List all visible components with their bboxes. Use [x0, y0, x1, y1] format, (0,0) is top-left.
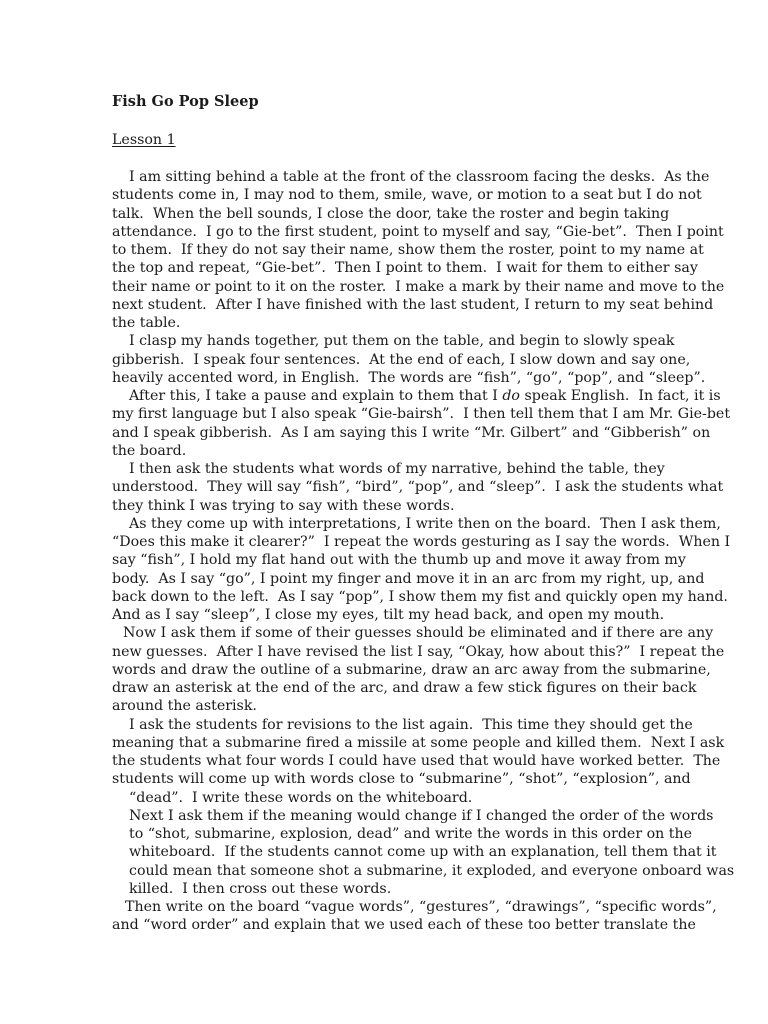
text-line: around the asterisk. [112, 698, 257, 715]
text-line: Next I ask them if the meaning would change if I changed the order of the words [129, 807, 714, 824]
text-line-segment: speak English. In fact, it is [519, 388, 721, 404]
text-line: Then write on the board “vague words”, “gestures”, “drawings”, “specific words”, [125, 899, 717, 915]
document-body [112, 92, 735, 935]
text-line: gibberish. I speak four sentences. At the end of each, I slow down and say one, [112, 351, 691, 368]
text-line: I clasp my hands together, put them on the table, and begin to slowly speak [129, 333, 675, 350]
text-line: new guesses. After I have revised the list I say, “Okay, how about this?” I repeat the [112, 643, 725, 660]
text-line: next student. After I have finished with the last student, I return to my seat behind [112, 296, 714, 313]
text-line: their name or point to it on the roster. I make a mark by their name and move to the [112, 278, 725, 295]
text-line: say “fish”, I hold my flat hand out with the thumb up and move it away from my [112, 552, 686, 569]
text-line: they think I was trying to say with these words. [112, 497, 455, 514]
text-line: the students what four words I could have used that would have worked better. The [112, 753, 721, 769]
text-line: meaning that a submarine fired a missile at some people and killed them. Next I ask [112, 734, 725, 751]
text-line: back down to the left. As I say “pop”, I show them my fist and quickly open my hand. [112, 588, 728, 605]
text-line: heavily accented word, in English. The words are “fish”, “go”, “pop”, and “sleep”. [112, 369, 706, 386]
text-line: I then ask the students what words of my narrative, behind the table, they [129, 461, 665, 477]
text-line: the board. [112, 442, 187, 459]
text-line: students will come up with words close to “submarine”, “shot”, “explosion”, and [112, 771, 691, 788]
text-line: to them. If they do not say their name, show them the roster, point to my name at [112, 242, 704, 258]
text-line: my first language but I also speak “Gie-bairsh”. I then tell them that I am Mr. Gie-bet [112, 406, 731, 423]
text-line: the table. [112, 315, 181, 331]
text-line: As they come up with interpretations, I write then on the board. Then I ask them, [129, 515, 721, 532]
text-line: words and draw the outline of a submarine, draw an arc away from the submarine, [112, 661, 711, 678]
text-line: killed. I then cross out these words. [129, 880, 392, 897]
lesson-heading: Lesson 1 [112, 132, 176, 148]
text-line: talk. When the bell sounds, I close the door, take the roster and begin taking [112, 205, 670, 222]
text-line: “dead”. I write these words on the whiteboard. [129, 789, 473, 806]
text-line: understood. They will say “fish”, “bird”, “pop”, and “sleep”. I ask the students what [112, 479, 724, 496]
text-line-segment: After this, I take a pause and explain to them that I [129, 388, 503, 404]
emphasized-word: do [502, 388, 520, 404]
text-line [112, 387, 721, 405]
text-line: And as I say “sleep”, I close my eyes, tilt my head back, and open my mouth. [112, 607, 665, 623]
lesson-text [112, 168, 735, 935]
text-line: I am sitting behind a table at the front of the classroom facing the desks. As the [129, 169, 710, 185]
text-line: students come in, I may nod to them, smile, wave, or motion to a seat but I do not [112, 187, 702, 204]
text-line: to “shot, submarine, explosion, dead” and write the words in this order on the [129, 826, 693, 842]
text-line: whiteboard. If the students cannot come up with an explanation, tell them that it [129, 844, 717, 861]
text-line: the top and repeat, “Gie-bet”. Then I point to them. I wait for them to either say [112, 260, 698, 277]
text-line: I ask the students for revisions to the list again. This time they should get the [129, 716, 693, 733]
text-line: attendance. I go to the first student, point to myself and say, “Gie-bet”. Then I point [112, 223, 724, 240]
text-line: and “word order” and explain that we used each of these too better translate the [112, 917, 696, 934]
text-line: Now I ask them if some of their guesses should be eliminated and if there are any [123, 625, 714, 642]
text-line: could mean that someone shot a submarine, it exploded, and everyone onboard was [129, 862, 735, 879]
document-title: Fish Go Pop Sleep [112, 93, 259, 110]
text-line: draw an asterisk at the end of the arc, and draw a few stick figures on their back [112, 680, 697, 696]
text-line: body. As I say “go”, I point my finger and move it in an arc from my right, up, and [112, 570, 705, 587]
text-line: and I speak gibberish. As I am saying this I write “Mr. Gilbert” and “Gibberish” on [112, 424, 711, 441]
text-line: “Does this make it clearer?” I repeat the words gesturing as I say the words. When I [112, 534, 731, 550]
